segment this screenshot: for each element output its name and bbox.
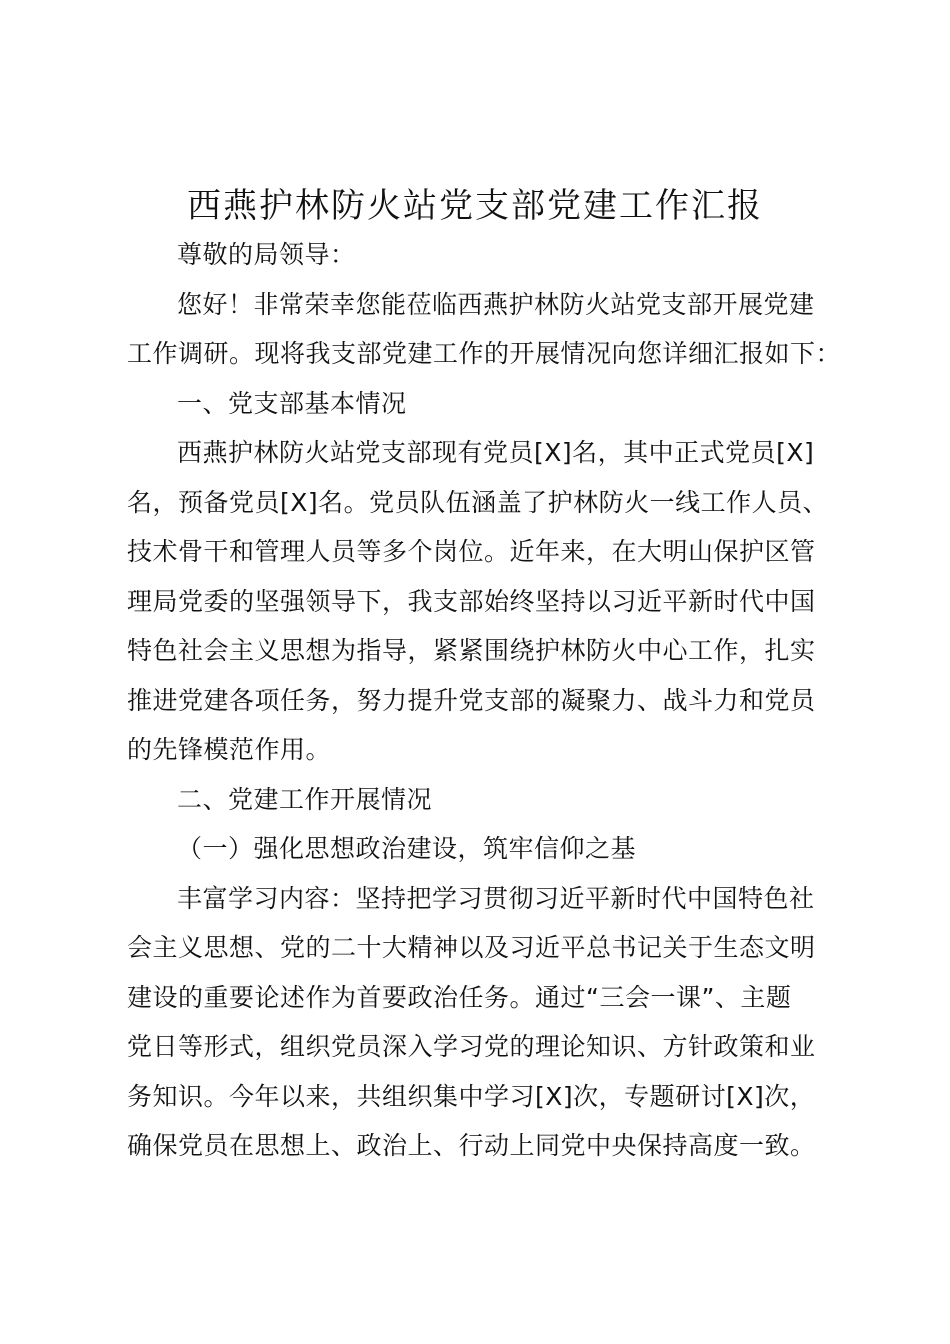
text-line: 尊敬的局领导： (177, 240, 356, 269)
text-line: 特色社会主义思想为指导，紧紧围绕护林防火中心工作，扎实 (127, 636, 816, 665)
text-line: 推进党建各项任务，努力提升党支部的凝聚力、战斗力和党员 (127, 685, 816, 715)
text-line: 西燕护林防火站党支部现有党员[X]名，其中正式党员[X] (177, 438, 815, 467)
text-line: 技术骨干和管理人员等多个岗位。近年来，在大明山保护区管 (127, 537, 816, 566)
text-line: 理局党委的坚强领导下，我支部始终坚持以习近平新时代中国 (127, 586, 816, 616)
text-line: 党日等形式，组织党员深入学习党的理论知识、方针政策和业 (127, 1032, 816, 1061)
text-line: 二、党建工作开展情况 (177, 784, 433, 814)
text-line: 一、党支部基本情况 (177, 388, 407, 418)
text-line: 建设的重要论述作为首要政治任务。通过“三会一课”、主题 (127, 982, 792, 1012)
text-line: 确保党员在思想上、政治上、行动上同党中央保持高度一致。 (127, 1131, 816, 1160)
text-line: 名，预备党员[X]名。党员队伍涵盖了护林防火一线工作人员、 (127, 487, 829, 517)
text-line: 会主义思想、党的二十大精神以及习近平总书记关于生态文明 (127, 933, 816, 962)
text-line: 丰富学习内容：坚持把学习贯彻习近平新时代中国特色社 (177, 883, 815, 913)
document-title: 西燕护林防火站党支部党建工作汇报 (187, 186, 763, 226)
document-body (127, 230, 842, 1171)
text-line: 工作调研。现将我支部党建工作的开展情况向您详细汇报如下： (127, 339, 842, 368)
text-line: 务知识。今年以来，共组织集中学习[X]次，专题研讨[X]次， (127, 1081, 816, 1111)
text-line: （一）强化思想政治建设，筑牢信仰之基 (177, 834, 637, 863)
text-line: 的先锋模范作用。 (127, 735, 332, 764)
text-line: 您好！非常荣幸您能莅临西燕护林防火站党支部开展党建 (177, 289, 815, 319)
